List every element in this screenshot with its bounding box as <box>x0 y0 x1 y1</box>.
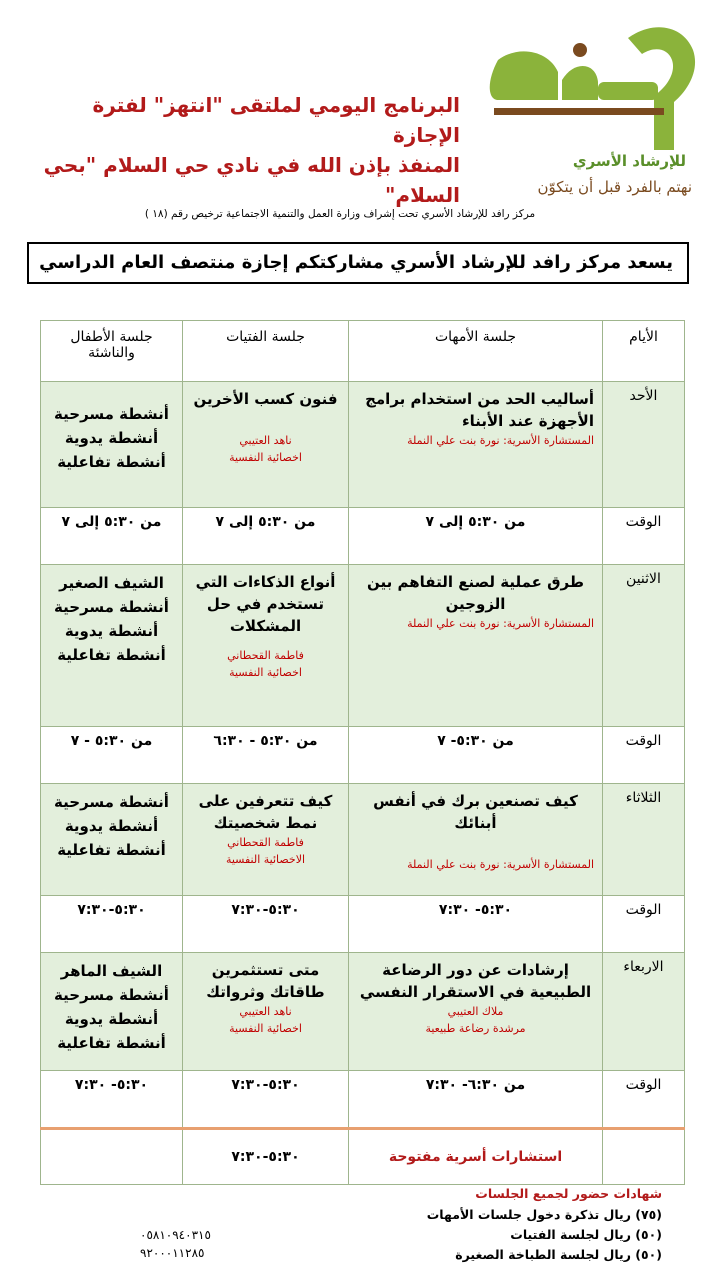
time-kids: ٥:٣٠-٧:٣٠ <box>41 896 183 953</box>
kids-activities: الشيف الصغير أنشطة مسرحية أنشطة يدوية أنشطة تفاعلية <box>54 574 169 664</box>
license-note: مركز رافد للإرشاد الأسري تحت إشراف وزارة العمل والتنمية الاجتماعية ترخيص رقم (١٨ ) <box>144 208 536 220</box>
cert-item: (٥٠) ريال لجلسة الفتيات <box>510 1227 662 1242</box>
session-topic: أساليب الحد من استخدام برامج الأجهزة عند الأبناء <box>365 390 594 430</box>
girls-cell <box>183 784 349 896</box>
speaker-title: اخصائية النفسية <box>229 451 302 464</box>
session-speaker: ناهد العتيبي <box>239 1005 292 1018</box>
kids-activities: الشيف الماهر أنشطة مسرحية أنشطة يدوية أنشطة تفاعلية <box>54 962 169 1052</box>
kids-cell <box>41 382 183 508</box>
day-cell: الأحد <box>603 382 685 508</box>
mothers-cell <box>349 953 603 1071</box>
consult-empty-cell <box>603 1129 685 1185</box>
time-girls: من ٥:٣٠ - ٦:٣٠ <box>183 727 349 784</box>
session-speaker: المستشارة الأسرية: نورة بنت علي النملة <box>407 617 594 630</box>
time-kids: من ٥:٣٠ إلى ٧ <box>41 508 183 565</box>
time-kids: ٥:٣٠- ٧:٣٠ <box>41 1071 183 1129</box>
speaker-title: اخصائية النفسية <box>229 1022 302 1035</box>
session-speaker: المستشارة الأسرية: نورة بنت علي النملة <box>407 858 594 871</box>
time-label: الوقت <box>603 896 685 953</box>
time-mothers: من ٥:٣٠- ٧ <box>349 727 603 784</box>
mothers-cell <box>349 382 603 508</box>
kids-cell <box>41 784 183 896</box>
header-girls: جلسة الفتيات <box>183 321 349 382</box>
time-mothers: ٥:٣٠- ٧:٣٠ <box>349 896 603 953</box>
time-label: الوقت <box>603 508 685 565</box>
page-title <box>20 90 460 210</box>
session-topic: إرشادات عن دور الرضاعة الطبيعية في الاستقرار النفسي <box>359 961 592 1001</box>
mothers-cell <box>349 784 603 896</box>
speaker-title: اخصائية النفسية <box>229 666 302 679</box>
welcome-text: يسعد مركز رافد للإرشاد الأسري مشاركتكم إجازة منتصف العام الدراسي <box>39 252 673 273</box>
session-topic: فنون كسب الأخرين <box>193 390 338 408</box>
cert-item: (٧٥) ريال تذكرة دخول جلسات الأمهات <box>426 1207 662 1222</box>
time-row <box>41 1071 685 1129</box>
time-girls: ٥:٣٠-٧:٣٠ <box>183 1071 349 1129</box>
time-label: الوقت <box>603 727 685 784</box>
table-row <box>41 784 685 896</box>
table-row <box>41 953 685 1071</box>
cert-item: (٥٠) ريال لجلسة الطباخة الصغيرة <box>455 1247 662 1262</box>
session-speaker: فاطمة القحطاني <box>227 649 304 662</box>
session-topic: طرق عملية لصنع التفاهم بين الزوجين <box>367 573 584 613</box>
session-speaker: المستشارة الأسرية: نورة بنت علي النملة <box>407 434 594 447</box>
mothers-cell <box>349 565 603 727</box>
table-row <box>41 565 685 727</box>
certificates-section <box>380 1186 662 1265</box>
speaker-title: الاخصائية النفسية <box>225 853 306 866</box>
kids-activities: أنشطة مسرحية أنشطة يدوية أنشطة تفاعلية <box>54 793 169 859</box>
title-line-2: المنفذ بإذن الله في نادي حي السلام "بحي السلام" <box>43 153 460 207</box>
time-girls: من ٥:٣٠ إلى ٧ <box>183 508 349 565</box>
session-topic: متى تستثمرين طاقاتك وثرواتك <box>206 961 325 1001</box>
kids-cell <box>41 953 183 1071</box>
rafed-logo <box>478 20 706 198</box>
time-mothers: من ٦:٣٠- ٧:٣٠ <box>349 1071 603 1129</box>
consult-row <box>41 1129 685 1185</box>
schedule-table <box>40 320 685 1185</box>
speaker-title: مرشدة رضاعة طبيعية <box>425 1022 526 1035</box>
time-label: الوقت <box>603 1071 685 1129</box>
time-kids: من ٥:٣٠ - ٧ <box>41 727 183 784</box>
time-row <box>41 508 685 565</box>
phone-numbers <box>140 1226 230 1262</box>
time-mothers: من ٥:٣٠ إلى ٧ <box>349 508 603 565</box>
girls-cell <box>183 565 349 727</box>
header-kids: جلسة الأطفال والناشئة <box>41 321 183 382</box>
time-girls: ٥:٣٠-٧:٣٠ <box>183 896 349 953</box>
session-topic: أنواع الذكاءات التي تستخدم في حل المشكلات <box>195 573 336 635</box>
phone-number: ٩٢٠٠٠١١٢٨٥ <box>140 1246 205 1260</box>
consult-time: ٥:٣٠-٧:٣٠ <box>183 1129 349 1185</box>
consult-label: استشارات أسرية مفتوحة <box>349 1129 603 1185</box>
session-topic: كيف تصنعين برك في أنفس أبنائك <box>373 792 578 832</box>
logo-subtitle: للإرشاد الأسري <box>572 152 686 170</box>
session-speaker: فاطمة القحطاني <box>227 836 304 849</box>
day-cell: الاثنين <box>603 565 685 727</box>
time-row <box>41 896 685 953</box>
phone-number: ٠٥٨١٠٩٤٠٣١٥ <box>140 1228 211 1242</box>
title-line-1: البرنامج اليومي لملتقى "انتهز" لفترة الإجازة <box>92 93 460 147</box>
session-topic: كيف تتعرفين على نمط شخصيتك <box>198 792 333 832</box>
table-header-row <box>41 321 685 382</box>
day-cell: الثلاثاء <box>603 784 685 896</box>
kids-activities: أنشطة مسرحية أنشطة يدوية أنشطة تفاعلية <box>54 405 169 471</box>
welcome-banner <box>27 242 689 284</box>
kids-cell <box>41 565 183 727</box>
rafed-logo-mark <box>478 20 706 155</box>
certs-title: شهادات حضور لجميع الجلسات <box>475 1186 662 1201</box>
girls-cell <box>183 382 349 508</box>
consult-empty-cell <box>41 1129 183 1185</box>
header-mothers: جلسة الأمهات <box>349 321 603 382</box>
session-speaker: ناهد العتيبي <box>239 434 292 447</box>
header-days: الأيام <box>603 321 685 382</box>
logo-tagline: نهتم بالفرد قبل أن يتكوّن <box>537 178 692 196</box>
table-row <box>41 382 685 508</box>
session-speaker: ملاك العتيبي <box>447 1005 504 1018</box>
day-cell: الاربعاء <box>603 953 685 1071</box>
girls-cell <box>183 953 349 1071</box>
time-row <box>41 727 685 784</box>
